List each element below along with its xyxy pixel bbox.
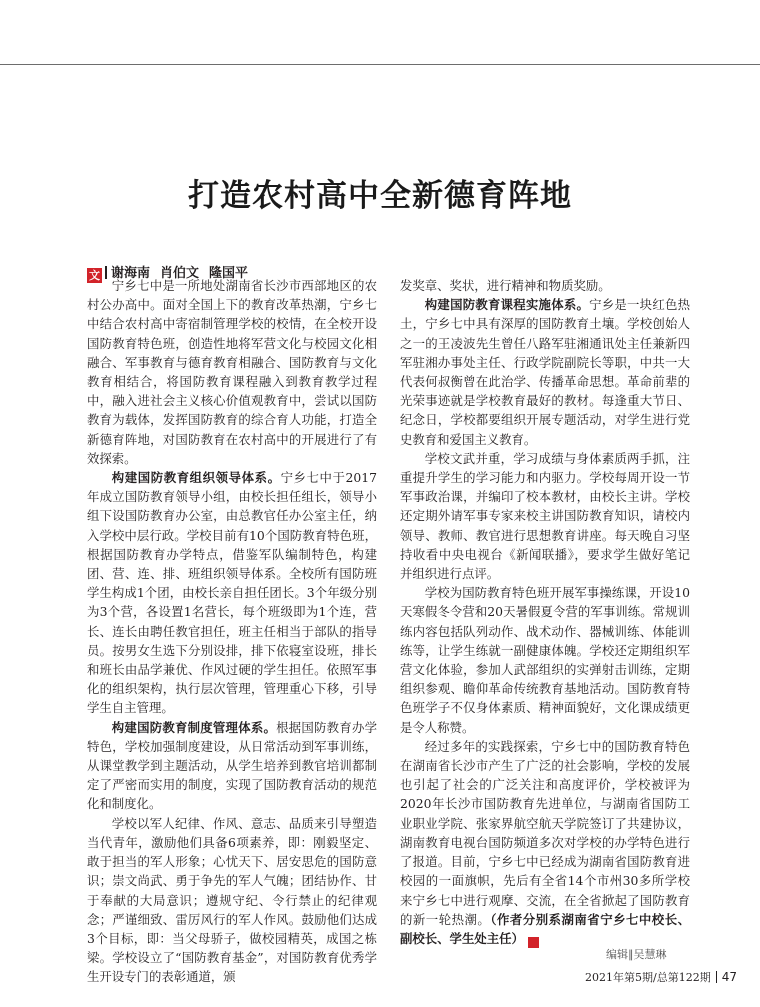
paragraph-organization-body: 宁乡七中于2017年成立国防教育领导小组，由校长担任组长，领导小组下设国防教育办公室，由总教官任办公室主任，纳入学校中层行政。学校目前有10个国防教育特色班，根据国防教育办学特点，借鉴军队编制特色，构建团、营、连、排、班组织领导体系。全校所有国防班学生构成1个团，由校长亲自担任团长。3个年级分别为3个营，各设置1名营长，每个班级即为1个连，营长、连长由聘任教官担任，班主任相当于部队的指导员。按男女生选下分别设排，排下依寝室设班，排长和班长由品学兼优、作风过硬的学生担任。依照军事化的组织架构，执行层次管理，管理重心下移，引导学生自主管理。 [87,470,378,716]
paragraph-qualities: 学校以军人纪律、作风、意志、品质来引导塑造当代青年，激励他们具备6项素养，即：刚毅坚定、敢于担当的军人形象；心忧天下、居安思危的国防意识；崇文尚武、勇于争先的军人气魄；团结协作、甘于奉献的大局意识；遵规守纪、令行禁止的纪律观念；严谨细致、雷厉风行的军人作风。鼓励他们达成3个目标，即：当父母骄子，做校园精英，成国之栋梁。学校设立了“国防教育基金”，对国防教育优秀学生开设专门的表彰通道，颁 [87,815,377,985]
page-footer [585,969,737,985]
author-note: （作者分别系湖南省宁乡七中校长、副校长、学生处主任） [400,911,691,946]
left-column [87,276,377,987]
heading-curriculum: 构建国防教育课程实施体系。 [424,297,590,313]
author-3: 隆国平 [209,266,249,281]
header-rule [0,64,760,65]
paragraph-system [87,718,377,814]
heading-system: 构建国防教育制度管理体系。 [111,719,277,735]
paragraph-system-body: 根据国防教育办学特色，学校加强制度建设，从日常活动到军事训练，从课堂教学到主题活动，从学生培养到教官培训都制定了严密而实用的制度，实现了国防教育活动的规范化和制度化。 [87,719,377,812]
paragraph-training: 学校为国防教育特色班开展军事操练课，开设10天寒假冬令营和20天暑假夏令营的军事训练。常规训练内容包括队列动作、战术动作、器械训练、体能训练等，让学生练就一副健康体魄。学校还定期组织军营文化体验，参加人武部组织的实弹射击训练，定期组织参观、瞻仰革命传统教育基地活动。国防教育特色班学子不仅身体素质、精神面貌好，文化课成绩更是令人称赞。 [400,585,690,735]
paragraph-curriculum [400,295,690,449]
right-column [400,276,690,948]
author-1: 谢海南 [111,266,151,281]
paragraph-curriculum-body: 宁乡是一块红色热土，宁乡七中具有深厚的国防教育土壤。学校创始人之一的王凌波先生曾任八路军驻湘通讯处主任兼新四军驻湘办事处主任、行政学院副院长等职，中共一大代表何叔衡曾在此治学、传播革命思想。革命前辈的光荣事迹就是学校教育最好的教材。每逢重大节日、纪念日，学校都要组织开展专题活动，对学生进行党史教育和爱国主义教育。 [400,297,690,447]
page-number: 47 [721,970,737,984]
wen-label-icon: 文 [89,269,100,282]
footer-divider [716,971,717,983]
issue-info: 2021年第5期/总第122期 [585,971,711,984]
heading-organization: 构建国防教育组织领导体系。 [111,470,281,486]
paragraph-study: 学校文武并重，学习成绩与身体素质两手抓，注重提升学生的学习能力和内驱力。学校每周开设一节军事政治课，并编印了校本教材，由校长主讲。学校还定期外请军事专家来校主讲国防教育知识，请校内领导、教师、教官进行思想教育讲座。每天晚自习坚持收看中央电视台《新闻联播》，要求学生做好笔记并组织进行点评。 [400,450,690,582]
author-2: 肖伯文 [160,266,200,281]
article-title: 打造农村高中全新德育阵地 [188,178,572,214]
end-mark-icon: G [528,937,539,948]
editor-credit: 编辑∥吴慧琳 [606,948,667,961]
paragraph-intro: 宁乡七中是一所地处湖南省长沙市西部地区的农村公办高中。面对全国上下的教育改革热潮，宁乡七中结合农村高中寄宿制管理学校的校情，在全校开设国防教育特色班，创造性地将军营文化与校园文化相融合、军事教育与德育教育相融合、国防教育与文化教育相结合，将国防教育课程融入到教育教学过程中，融入进社会主义核心价值观教育中，尝试以国防教育为载体，发挥国防教育的综合育人功能，打造全新德育阵地，对国防教育在农村高中的开展进行了有效探索。 [87,278,377,466]
paragraph-results [400,737,690,948]
paragraph-organization [87,468,377,718]
paragraph-continued: 发奖章、奖状，进行精神和物质奖励。 [400,278,611,293]
paragraph-results-body: 经过多年的实践探索，宁乡七中的国防教育特色在湖南省长沙市产生了广泛的社会影响，学校的发展也引起了社会的广泛关注和高度评价，学校被评为2020年长沙市国防教育先进单位，与湖南省国防工业职业学院、张家界航空航天学院签订了共建协议，湖南教育电视台国防频道多次对学校的办学特色进行了报道。目前，宁乡七中已经成为湖南省国防教育进校园的一面旗帜，先后有全省14个市州30多所学校来宁乡七中进行观摩、交流，在全省掀起了国防教育的新一轮热潮。 [400,738,690,927]
